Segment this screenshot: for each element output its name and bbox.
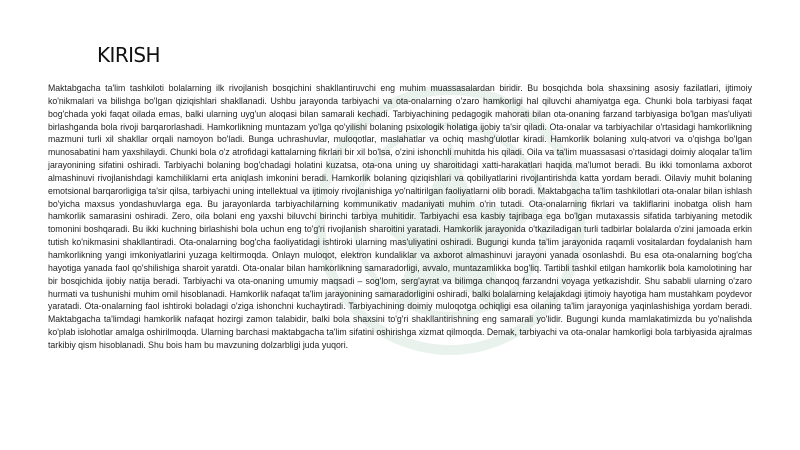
page-title: KIRISH [97, 43, 160, 67]
body-paragraph: Maktabgacha ta'lim tashkiloti bolalarning ilk rivojlanish bosqichini shakllantiruvchi eng muhim muassasalardan biridir. Bu bosqichda bola shaxsining asosiy fazilatlari, ijtimoiy ko'nikmalari va bilishga bo'lgan qiziqishlari shakllanadi. Ushbu jarayonda tarbiyachi va ota-onalarning o'zaro hamkorligi hal qiluvchi ahamiyatga ega. Chunki bola tarbiyasi faqat bog'chada yoki faqat oilada emas, balki ularning uyg'un aloqasi bilan samarali kechadi. Tarbiyachining pedagogik mahorati bilan ota-onaning farzand tarbiyasiga bo'lgan mas'uliyati birlashganda bola rivoji barqarorlashadi. Hamkorlikning muntazam yo'lga qo'yilishi bolaning psixologik holatiga ijobiy ta'sir qiladi. Ota-onalar va tarbiyachilar o'rtasidagi hamkorlikning mazmuni turli xil shakllar orqali namoyon bo'ladi. Bunga uchrashuvlar, muloqotlar, maslahatlar va ochiq mashg'ulotlar kiradi. Hamkorlik bolaning xulq-atvori va o'qishga bo'lgan munosabatini ham yaxshilaydi. Chunki bola o'z atrofidagi kattalarning fikrlari bir xil bo'lsa, o'zini ishonchli muhitda his qiladi. Oila va ta'lim muassasasi o'rtasidagi doimiy aloqalar ta'lim jarayonining sifatini oshiradi. Tarbiyachi bolaning bog'chadagi holatini kuzatsa, ota-ona uning uy sharoitidagi xatti-harakatlari haqida ma'lumot beradi. Bu ikki tomonlama axborot almashinuvi rivojlanishdagi kamchiliklarni erta aniqlash imkonini beradi. Hamkorlik bolaning qiziqishlari va qobiliyatlarini rivojlantirishda katta yordam beradi. Oilaviy muhit bolaning emotsional barqarorligiga ta'sir qilsa, tarbiyachi uning intellektual va ijtimoiy rivojlanishiga yo'naltirilgan faoliyatlarni olib boradi. Maktabgacha ta'lim tashkilotlari ota-onalar bilan ishlash bo'yicha maxsus yondashuvlarga ega. Bu jarayonlarda tarbiyachilarning kommunikativ madaniyati muhim o'rin tutadi. Ota-onalarning fikrlari va takliflarini inobatga olish ham hamkorlik samarasini oshiradi. Zero, oila bolani eng yaxshi biluvchi birinchi tarbiya muhitidir. Tarbiyachi esa kasbiy tajribaga ega bo'lgan mutaxassis sifatida tarbiyaning metodik tomonini boshqaradi. Bu ikki kuchning birlashishi bola uchun eng to'g'ri rivojlanish sharoitini yaratadi. Hamkorlik jarayonida o'tkaziladigan turli tadbirlar bolalarda o'zini jamoada erkin tutish ko'nikmasini shakllantiradi. Ota-onalarning bog'cha faoliyatidagi ishtiroki ularning mas'uliyatini oshiradi. Bugungi kunda ta'lim jarayonida raqamli vositalardan foydalanish ham hamkorlikning yangi imkoniyatlarini yuzaga keltirmoqda. Onlayn muloqot, elektron kundaliklar va axborot almashinuvi jarayoni yanada osonlashdi. Bu esa ota-onalarning bog'cha hayotiga yanada faol qo'shilishiga sharoit yaratdi. Ota-onalar bilan hamkorlikning samaradorligi, avvalo, muntazamlikka bog'liq. Tartibli tashkil etilgan hamkorlik bola kamolotining har bir bosqichida ijobiy natija beradi. Tarbiyachi va ota-onaning umumiy maqsadi – sog'lom, serg'ayrat va bilimga chanqoq farzandni voyaga yetkazishdir. Shu sababli ularning o'zaro hurmati va tushunishi muhim omil hisoblanadi. Hamkorlik nafaqat ta'lim jarayonining samaradorligini oshiradi, balki bolalarning kelajakdagi ijtimoiy hayotiga ham mustahkam poydevor yaratadi. Ota-onalarning faol ishtiroki boladagi o'ziga ishonchni kuchaytiradi. Tarbiyachining doimiy muloqotga ochiqligi esa oilaning ta'lim jarayoniga yaqinlashishiga yordam beradi. Maktabgacha ta'limdagi hamkorlik nafaqat hozirgi zamon talabidir, balki bola shaxsini to'g'ri shakllantirishning eng samarali yo'lidir. Bugungi kunda mamlakatimizda bu yo'nalishda ko'plab islohotlar amalga oshirilmoqda. Ularning barchasi maktabgacha ta'lim sifatini oshirishga xizmat qilmoqda. Demak, tarbiyachi va ota-onalar hamkorligi bola tarbiyasida ajralmas tarkibiy qism hisoblanadi. Shu bois ham bu mavzuning dolzarbligi juda yuqori. [48, 83, 752, 350]
